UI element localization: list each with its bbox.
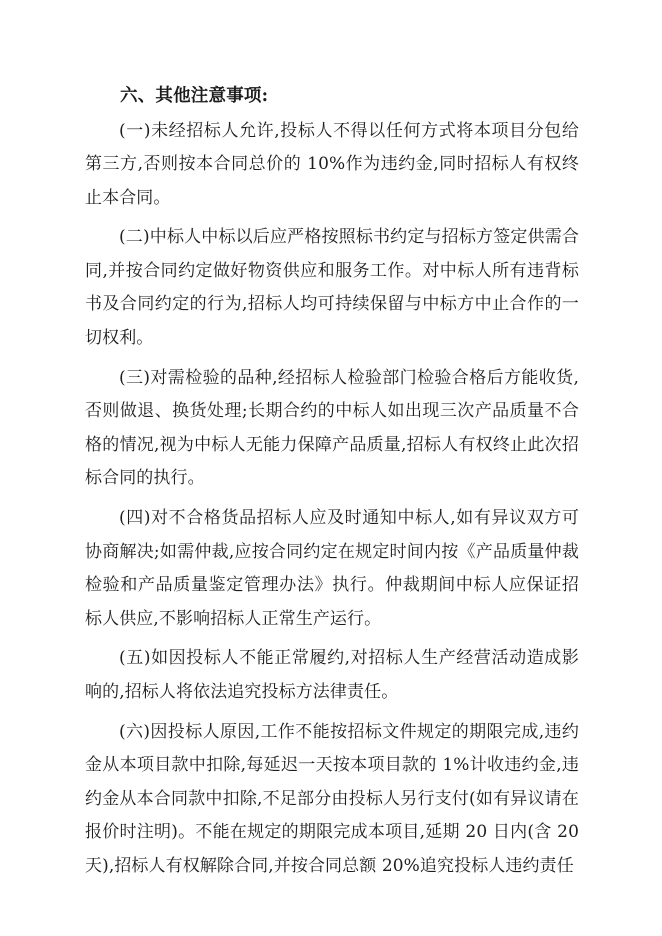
- clause-paragraph-6: (六)因投标人原因,工作不能按招标文件规定的期限完成,违约金从本项目款中扣除,每延迟一天按本项目款的 1%计收违约金,违约金从本合同款中扣除,不足部分由投标人另行支付(如有异议请在报价时注明)。不能在规定的期限完成本项目,延期 20 日内(含 20 天),招标人有权解除合同,并按合同总额 20%追究投标人违约责任: [85, 721, 579, 876]
- clause-paragraph-4: (四)对不合格货品招标人应及时通知中标人,如有异议双方可协商解决;如需仲裁,应按合同约定在规定时间内按《产品质量仲裁检验和产品质量鉴定管理办法》执行。仲裁期间中标人应保证招标人供应,不影响招标人正常生产运行。: [85, 508, 579, 629]
- document-body: [85, 80, 579, 884]
- clause-paragraph-1: (一)未经招标人允许,投标人不得以任何方式将本项目分包给第三方,否则按本合同总价的 10%作为违约金,同时招标人有权终止本合同。: [85, 120, 579, 208]
- clause-paragraph-5: (五)如因投标人不能正常履约,对招标人生产经营活动造成影响的,招标人将依法追究投标方法律责任。: [85, 648, 579, 702]
- clause-paragraph-3: (三)对需检验的品种,经招标人检验部门检验合格后方能收货,否则做退、换货处理;长期合约的中标人如出现三次产品质量不合格的情况,视为中标人无能力保障产品质量,招标人有权终止此次招标合同的执行。: [85, 367, 579, 489]
- clause-paragraph-2: (二)中标人中标以后应严格按照标书约定与招标方签定供需合同,并按合同约定做好物资供应和服务工作。对中标人所有违背标书及合同约定的行为,招标人均可持续保留与中标方中止合作的一切权利。: [85, 227, 579, 349]
- section-heading: 六、其他注意事项:: [120, 86, 269, 106]
